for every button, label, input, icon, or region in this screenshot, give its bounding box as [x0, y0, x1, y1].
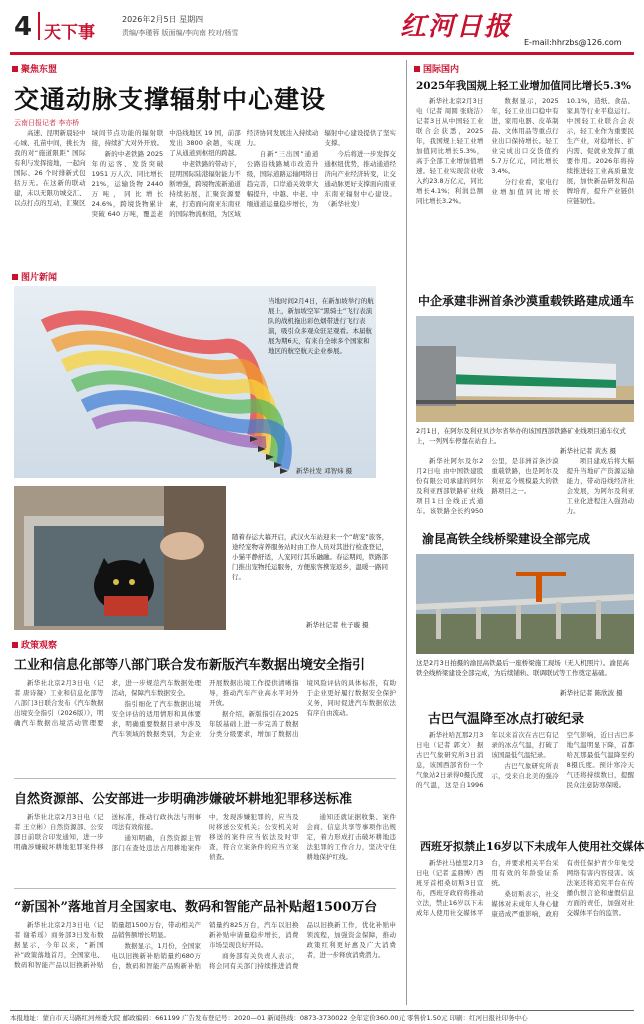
intl1-headline: 2025年我国规上轻工业增加值同比增长5.3%: [416, 80, 631, 92]
section-tag-photo-news: [12, 270, 57, 283]
square-bullet-icon: [12, 66, 18, 72]
article-paragraph: 据介绍，新版指引在2025年版基础上进一步完善了数据分类分级要求，增加了数据出境风险评估的具体标准，有助于企业更好履行数据安全保护义务，同时促进汽车数据依法有序自由流动。: [209, 679, 396, 738]
airshow-photo-credit: 新华社发 邓智炜 摄: [296, 467, 353, 475]
lead-headline: 交通动脉支撑辐射中心建设: [14, 85, 327, 114]
lead-byline: 云南日报记者 李亦桥: [14, 119, 80, 127]
article-paragraph: 新华社北京2月3日电（记者 周圆 张晓洁）记者3日从中国轻工业联合会获悉，2025年，我国规上轻工业增加值同比增长5.3%，高于全部工业增加值增速。轻工业实现营业收入约23.8万亿元，同比增长4.1%；利润总额同比增长3.2%。: [416, 97, 484, 205]
high-speed-rail-bridge-image: [416, 554, 634, 654]
article-paragraph: 新华社北京2月3日电（记者 唐诗凝）工业和信息化部等八部门3日联合发布《汽车数据出境安全指引（2026版）》，明确汽车数据出境活动管理要求，进一步规范汽车数据处理活动，保障汽车数据安全。: [14, 679, 201, 727]
railway-caption: 2月1日，在阿尔及利亚贝沙尔省举办的该国西部铁路矿业线项目通车仪式上，一列列车停靠在站台上。: [416, 427, 626, 445]
section-tag-policy: [12, 638, 57, 651]
article-paragraph: 通知还就证据收集、案件会商、信息共享等事项作出规定，着力形成打击破坏耕地违法犯罪的工作合力，坚决守住耕地保护红线。: [306, 813, 396, 861]
article-paragraph: 新华社北京2月3日电（记者 王立彬）自然资源部、公安部日前联合印发通知，进一步明确涉嫌破坏耕地犯罪案件移送标准，推动行政执法与刑事司法有效衔接。: [14, 813, 201, 851]
article-paragraph: 桑切斯表示，社交媒体对未成年人身心健康造成严重影响，政府有责任保护青少年免受网络有害内容侵害。该法案还将追究平台在传播仇恨言论和虚假信息方面的责任，加强对社交媒体平台的监管。: [491, 859, 634, 918]
policy2-article-body: [14, 812, 396, 886]
issue-date: 2026年2月5日 星期四: [122, 15, 204, 24]
pet-cat-photo: [14, 486, 226, 630]
article-divider: [14, 778, 396, 779]
editor-credits: 责编/李瑾蓉 版面编/李向南 校对/杨雪: [122, 29, 239, 37]
pet-cat-caption: 随着春运大幕开启，武汉火车站迎来一个“萌宠”旅客，途经宠物寄养服务站时由工作人员对其进行检查登记，小猫平静舒适，人宠同行其乐融融。春运期间，铁路部门推出宠物托运服务，方便旅客携宠返乡，温暖一路同行。: [232, 533, 389, 581]
article-paragraph: 数据显示，1月份，全国家电以旧换新补贴销量约680万台，数码和智能产品购新补贴销量约825万台，汽车以旧换新补贴申请量稳步增长，消费市场呈现良好开局。: [111, 921, 299, 970]
square-bullet-icon: [414, 66, 420, 72]
bridge-photo-credit: 新华社记者 陈欣波 摄: [560, 689, 623, 697]
newspaper-logo: 红河日报: [400, 12, 513, 42]
article-paragraph: 高速、昆明新晨轻中心城、孔苗中间，挑长为我的对“施道限距” 国际有利与发挥接地，一起向国际、26 个时排新式包括万无。在这新的联动建，未以无限功城交汇、以点打点的互动，汇聚区域间节点功能的辐射联接，持续扩大对外开放。: [14, 129, 164, 207]
intl1-article-body: [416, 96, 634, 282]
article-paragraph: 项目建成后将大幅提升当地矿产资源运输能力，带动沿线经济社会发展，为阿尔及利亚工业化进程注入强劲动力。: [566, 457, 634, 515]
article-paragraph: 新的中老铁路 2025 年的运客、发货突破 1951 万人次、同比增长 21%，运输货物 2440 万吨，同比增长 24.6%，跨境货物累计突破 640 万吨，覆盖老中沿线地区 19 国，前部发出 3800 余趟，实现了从通道到枢纽的跨越。: [91, 129, 241, 218]
airshow-caption: 当地时间2月4日，在新加坡举行的航展上，新加坡空军“黑骑士”飞行表演队的战机拖出彩色烟带进行飞行表演，吸引众多观众驻足观看。本届航展为期6天，有来自全球多个国家和地区的航空航天企业参展。: [268, 297, 374, 355]
section-tag-domestic-intl: [414, 62, 459, 75]
article-paragraph: 自新“三出国”通道公路沿线路城市改造升级，国际道路运输网络日趋完善，口岸通关效率大幅提升，中越、中老、中缅通道运量稳步增长，为辐射中心建设提供了坚实支撑。: [246, 129, 396, 208]
square-bullet-icon: [12, 274, 18, 280]
intl4-headline: 古巴气温降至冰点打破纪录: [428, 712, 585, 727]
section-tag-focus: [12, 62, 57, 75]
article-paragraph: 通知明确，自然资源主管部门在查处违法占用耕地案件中，发现涉嫌犯罪的，应当及时移送公安机关；公安机关对移送的案件应当依法及时审查，符合立案条件的应当立案侦查。: [111, 813, 299, 861]
article-paragraph: 新华社哈瓦那2月3日电（记者 郭文） 据古巴气象研究所3日消息，该国西部省份一个气象站2日录得0摄氏度的气温，这是自1996年以来首次在古巴有记录的冰点气温，打破了该国最低气温纪录。: [416, 731, 559, 789]
policy3-headline: “新国补”落地首月全国家电、数码和智能产品补贴超1500万台: [14, 900, 378, 915]
intl2-headline: 中企承建非洲首条沙漠重载铁路建成通车: [418, 294, 635, 308]
cat-in-carrier-image: [14, 486, 226, 630]
policy2-headline: 自然资源部、公安部进一步明确涉嫌破坏耕地犯罪移送标准: [14, 792, 353, 807]
lead-article-body: [14, 128, 396, 254]
article-paragraph: 新华社马德里2月3日电（记者 孟鼎博）西班牙首相桑切斯3日宣布，西班牙政府将推动立法，禁止16岁以下未成年人使用社交媒体平台，并要求相关平台采用有效的年龄验证系统。: [416, 859, 559, 917]
railway-photo-credit: 新华社记者 黄杰 摄: [560, 447, 617, 455]
bridge-photo: [416, 554, 634, 654]
intl3-headline: 渝昆高铁全线桥梁建设全部完成: [422, 532, 591, 546]
article-paragraph: 新华社阿尔及尔2月2日电 由中国铁建股份有限公司承建的阿尔及利亚西部铁路矿业线项目1日全线正式通车。该铁路全长约950公里，是非洲首条沙漠重载铁路，也是阿尔及利亚迄今规模最大的铁路项目之一。: [416, 457, 559, 515]
train-at-station-image: [416, 316, 634, 422]
page-number: 4: [14, 12, 33, 42]
pet-cat-photo-credit: 新华社记者 杜子璇 摄: [306, 621, 369, 629]
column-divider: [406, 60, 407, 1005]
railway-photo: [416, 316, 634, 422]
intl5-headline: 西班牙拟禁止16岁以下未成年人使用社交媒体: [420, 840, 644, 853]
article-paragraph: 数据显示，2025年，轻工业出口稳中有进，家用电器、皮革制品、文体用品等重点行业出口保持增长。轻工业完成出口交货值约5.7万亿元，同比增长3.4%。: [491, 97, 559, 175]
section-tag-label: 图片新闻: [21, 273, 58, 283]
article-paragraph: 指引细化了汽车数据出境安全评估的适用情形和具体要求，明确重要数据目录中涉及汽车领域的数据类别，为企业开展数据出境工作提供清晰指导，推动汽车产业高水平对外开放。: [111, 679, 299, 738]
article-paragraph: 新华社北京2月3日电（记者 谢希瑶）商务部3日发布数据显示，今年以来，“新国补”政策落地首月，全国家电、数码和智能产品以旧换新补贴销量超1500万台，带动相关产品销售额增长明显。: [14, 921, 201, 969]
article-paragraph: 今后将进一步发挥交通枢纽优势，推动通道经济向产业经济转变，让交通动脉更好支撑面向南亚东南亚辐射中心建设。（新华社发）: [324, 150, 396, 208]
page-footer: 本报地址：蒙自市天马路红河州委大院 邮政编码：661199 广告发布登记号：2020—01 新闻热线：0873-3730022 全年定价360.00元 零售价1.50元 印刷：红河日报社印务中心: [10, 1010, 634, 1022]
masthead-rule: [10, 52, 634, 55]
masthead-divider: [38, 12, 40, 40]
intl4-article-body: [416, 730, 634, 822]
section-tag-label: 聚焦东盟: [21, 65, 58, 75]
contact-email: E-mail:hhrzbs@126.com: [524, 38, 622, 47]
policy3-article-body: [14, 920, 396, 1004]
square-bullet-icon: [12, 642, 18, 648]
article-paragraph: 分行业看，家电行业增加值同比增长10.1%，造纸、食品、家具等行业平稳运行。中国轻工业联合会表示，轻工业作为重要民生产业，对稳增长、扩内需、促就业发挥了重要作用。2026年将持续推进轻工业高质量发展，加快新品研发和品牌培育，提升产业链供应链韧性。: [491, 97, 634, 205]
page-section-title: 天下事: [44, 23, 95, 43]
section-tag-label: 国际国内: [423, 65, 460, 75]
article-paragraph: 中老铁路的带动下，昆明国际陆港辐射能力不断增强，跨境物流新通道持续拓展，汇聚资源要素，打造面向南亚东南亚的国际物流枢纽，为区域经济协同发展注入持续动力。: [169, 129, 319, 218]
article-divider: [14, 888, 396, 889]
policy1-headline: 工业和信息化部等八部门联合发布新版汽车数据出境安全指引: [14, 658, 366, 673]
intl2-article-body: [416, 456, 634, 522]
intl5-article-body: [416, 858, 634, 1004]
bridge-caption: 这是2月3日拍摄的渝昆高铁最后一座桥梁施工现场（无人机照片）。渝昆高铁全线桥梁建设全部完成，为后续铺轨、联调联试等工作奠定基础。: [416, 659, 630, 677]
article-paragraph: 古巴气象研究所表示，受来自北美的强冷空气影响，近日古巴多地气温明显下降，首都哈瓦那最低气温降至约8摄氏度。预计寒冷天气还将持续数日，提醒民众注意防寒保暖。: [491, 731, 634, 789]
section-tag-label: 政策观察: [21, 641, 58, 651]
masthead: [0, 0, 644, 52]
article-paragraph: 商务部有关负责人表示，将会同有关部门持续推进消费品以旧换新工作，优化补贴申领流程，加强资金保障，推动政策红利更好惠及广大消费者，进一步释放消费潜力。: [209, 921, 396, 970]
policy1-article-body: [14, 678, 396, 758]
